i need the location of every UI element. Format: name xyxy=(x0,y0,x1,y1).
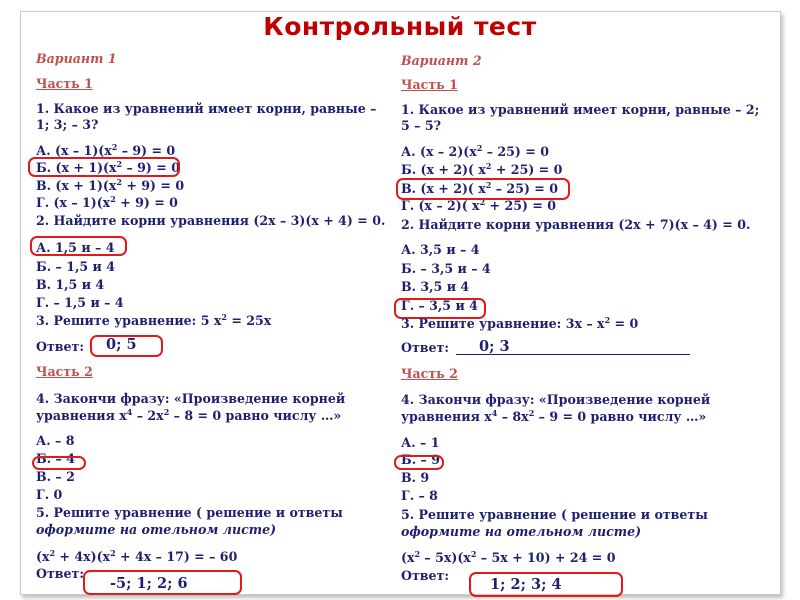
v1-q4-option-b: Б. – 4 xyxy=(36,451,75,466)
v2-q1-answer-highlight xyxy=(396,178,570,200)
v1-q1-line2: 1; 3; – 3? xyxy=(36,117,99,132)
v1-q5-line1: 5. Решите уравнение ( решение и ответы xyxy=(36,505,343,520)
v2-q2: 2. Найдите корни уравнения (2x + 7)(x – 4) = 0. xyxy=(401,217,751,232)
v2-q2-option-b: Б. – 3,5 и – 4 xyxy=(401,261,491,276)
v2-q3-answer: 0; 3 xyxy=(479,338,510,355)
v1-q2-answer-highlight xyxy=(30,236,127,256)
v1-q1-option-d: Г. $(x - 1)(x^2 + 9) = 0$ xyxy=(36,194,178,210)
v1-q3-answer: 0; 5 xyxy=(106,336,137,353)
v1-q4-option-d: Г. 0 xyxy=(36,487,63,502)
v2-q4-option-a: А. – 1 xyxy=(401,435,440,450)
v1-q1-option-a: А. $(x - 1)(x^2 - 9) = 0$ xyxy=(36,142,176,158)
v2-q2-option-d: Г. – 3,5 и 4 xyxy=(401,298,478,313)
v2-q3-answer-label: Ответ: xyxy=(401,340,449,355)
v1-q3: 3. Решите уравнение: 5 $x^2 = 25x$ xyxy=(36,312,272,328)
v1-q1-option-b: Б. $(x + 1)(x^2 - 9) = 0$ xyxy=(36,159,180,175)
v2-q4-option-b: Б. – 9 xyxy=(401,452,440,467)
v2-q1-option-d: Г. (x – 2)( $x^2 + 25) = 0$ xyxy=(401,197,557,213)
v1-q2-option-a: А. 1,5 и – 4 xyxy=(36,240,115,255)
variant1-header: Вариант 1 xyxy=(36,51,117,66)
v1-q3-answer-highlight xyxy=(90,335,163,357)
variant2-header: Вариант 2 xyxy=(401,53,482,68)
v1-q2: 2. Найдите корни уравнения (2x – 3)(x + 4) = 0. xyxy=(36,213,386,228)
v1-q2-option-b: Б. – 1,5 и 4 xyxy=(36,259,115,274)
v1-q1-answer-highlight xyxy=(28,157,180,177)
v1-q1-option-c: В. $(x + 1)(x^2 + 9) = 0$ xyxy=(36,177,185,193)
variant2-part1: Часть 1 xyxy=(401,77,458,92)
v1-q5-answer-label: Ответ: xyxy=(36,566,84,581)
v1-q4-option-a: А. – 8 xyxy=(36,433,75,448)
v1-q5-equation: $(x^2 + 4x)(x^2 + 4x - 17)$ = – 60 xyxy=(36,548,238,564)
v2-q5-line2: оформите на отельном листе) xyxy=(401,524,642,539)
v1-q5-line2: оформите на отельном листе) xyxy=(36,522,277,537)
v2-q1-line1: 1. Какое из уравнений имеет корни, равные – 2; xyxy=(401,102,760,117)
v1-q3-answer-label: Ответ: xyxy=(36,339,84,354)
variant1-part1: Часть 1 xyxy=(36,76,93,91)
v2-q5-answer-highlight xyxy=(469,572,623,597)
v2-answer-underline xyxy=(456,354,690,355)
v2-q4-line1: 4. Закончи фразу: «Произведение корней xyxy=(401,392,711,407)
v1-q2-option-d: Г. – 1,5 и – 4 xyxy=(36,295,124,310)
v2-q3: 3. Решите уравнение: $3x - x^2 = 0$ xyxy=(401,315,639,331)
v1-q4-option-c: В. – 2 xyxy=(36,469,75,484)
v2-q4-line2: уравнения $x^4 - 8x^2 - 9 = 0$ равно числу …» xyxy=(401,408,707,424)
v2-q1-line2: 5 – 5? xyxy=(401,118,441,133)
v2-q2-option-c: В. 3,5 и 4 xyxy=(401,279,470,294)
v2-q5-line1: 5. Решите уравнение ( решение и ответы xyxy=(401,507,708,522)
v2-q5-answer-label: Ответ: xyxy=(401,568,449,583)
v1-q5-answer-highlight xyxy=(83,570,242,595)
v2-q5-equation: $(x^2 - 5x)(x^2 - 5x + 10) + 24 = 0$ xyxy=(401,549,616,565)
v2-q4-option-c: В. 9 xyxy=(401,470,430,485)
v1-q4-line2: уравнения $x^4 - 2x^2 - 8 = 0$ равно числу …» xyxy=(36,407,342,423)
variant2-part2: Часть 2 xyxy=(401,366,458,381)
v2-q4-option-d: Г. – 8 xyxy=(401,488,438,503)
v2-q4-answer-highlight xyxy=(394,455,444,470)
v1-q1-line1: 1. Какое из уравнений имеет корни, равные – xyxy=(36,101,377,116)
v2-q2-option-a: А. 3,5 и – 4 xyxy=(401,242,480,257)
v2-q1-option-b: Б. (x + 2)( $x^2 + 25) = 0$ xyxy=(401,161,563,177)
v2-q1-option-c: В. (x + 2)( $x^2 - 25) = 0$ xyxy=(401,180,558,196)
page-title: Контрольный тест xyxy=(263,12,537,41)
v1-q2-option-c: В. 1,5 и 4 xyxy=(36,277,105,292)
v1-q5-answer: -5; 1; 2; 6 xyxy=(110,575,188,592)
v1-q4-line1: 4. Закончи фразу: «Произведение корней xyxy=(36,391,346,406)
variant1-part2: Часть 2 xyxy=(36,364,93,379)
v1-q4-answer-highlight xyxy=(32,456,86,470)
v2-q5-answer: 1; 2; 3; 4 xyxy=(490,576,562,593)
v2-q1-option-a: А. $(x - 2)(x^2 - 25) = 0$ xyxy=(401,143,549,159)
